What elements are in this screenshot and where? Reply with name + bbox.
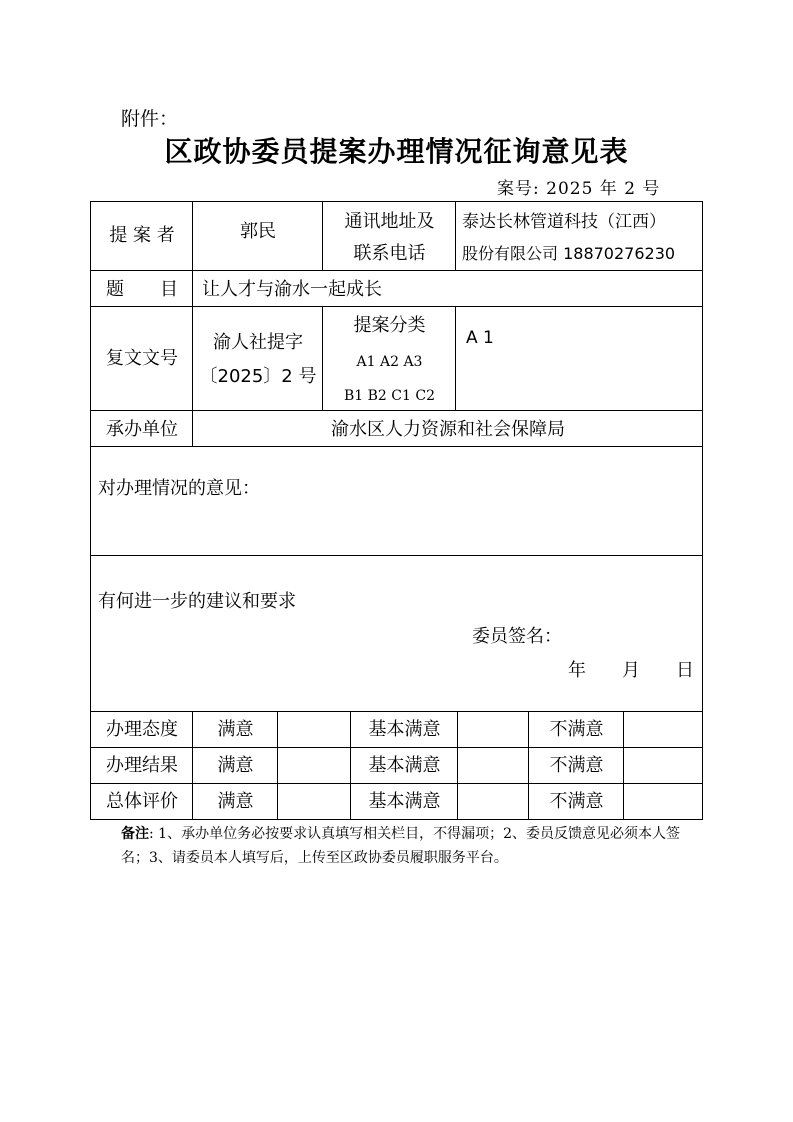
proposer-label: 提 案 者 — [109, 225, 175, 246]
topic-value: 让人才与渝水一起成长 — [202, 279, 382, 300]
category-label: 提案分类 — [353, 315, 426, 336]
date-month: 月 — [622, 660, 640, 681]
reply-number-line1: 渝人社提字 — [213, 332, 303, 353]
rating-option-basically-satisfied: 基本满意 — [368, 755, 441, 776]
rating-option-satisfied: 满意 — [217, 719, 254, 740]
signature-label: 委员签名： — [472, 626, 562, 647]
topic-label: 题 目 — [106, 279, 178, 300]
contact-value-line2: 股份有限公司 18870276230 — [462, 244, 676, 263]
proposer-value: 郭民 — [240, 221, 276, 242]
rating-option-satisfied: 满意 — [217, 791, 254, 812]
date-day: 日 — [676, 660, 694, 681]
date-year: 年 — [568, 660, 586, 681]
rating-label: 办理结果 — [106, 755, 178, 776]
suggestion-label: 有何进一步的建议和要求 — [98, 591, 296, 612]
rating-option-unsatisfied: 不满意 — [549, 719, 604, 740]
contact-label-line1: 通讯地址及 — [344, 211, 435, 232]
category-value: A 1 — [466, 328, 494, 348]
category-options-line1: A1 A2 A3 — [356, 354, 423, 370]
reply-number-label: 复文文号 — [106, 348, 178, 369]
rating-option-unsatisfied: 不满意 — [549, 755, 604, 776]
reply-number-line2: 〔2025〕2 号 — [199, 366, 317, 387]
footnote — [121, 822, 691, 870]
contact-value-line1: 泰达长林管道科技（江西） — [462, 212, 666, 232]
undertaking-unit-label: 承办单位 — [106, 419, 178, 440]
rating-option-basically-satisfied: 基本满意 — [368, 791, 441, 812]
rating-label: 办理态度 — [106, 719, 178, 740]
footnote-label: 备注 — [121, 826, 149, 842]
undertaking-unit-value: 渝水区人力资源和社会保障局 — [331, 419, 565, 440]
rating-option-satisfied: 满意 — [217, 755, 254, 776]
rating-option-basically-satisfied: 基本满意 — [368, 719, 441, 740]
opinion-label: 对办理情况的意见： — [98, 478, 260, 499]
category-options-line2: B1 B2 C1 C2 — [344, 388, 435, 404]
case-number: 案号: 2025 年 2 号 — [497, 179, 661, 199]
rating-option-unsatisfied: 不满意 — [549, 791, 604, 812]
attachment-label: 附件： — [121, 108, 179, 130]
rating-label: 总体评价 — [106, 791, 178, 812]
page-title: 区政协委员提案办理情况征询意见表 — [164, 135, 629, 168]
footnote-text: : 1、承办单位务必按要求认真填写相关栏目，不得漏项；2、委员反馈意见必须本人签名；3、请委员本人填写后，上传至区政协委员履职服务平台。 — [121, 826, 680, 866]
contact-label-line2: 联系电话 — [353, 243, 426, 264]
